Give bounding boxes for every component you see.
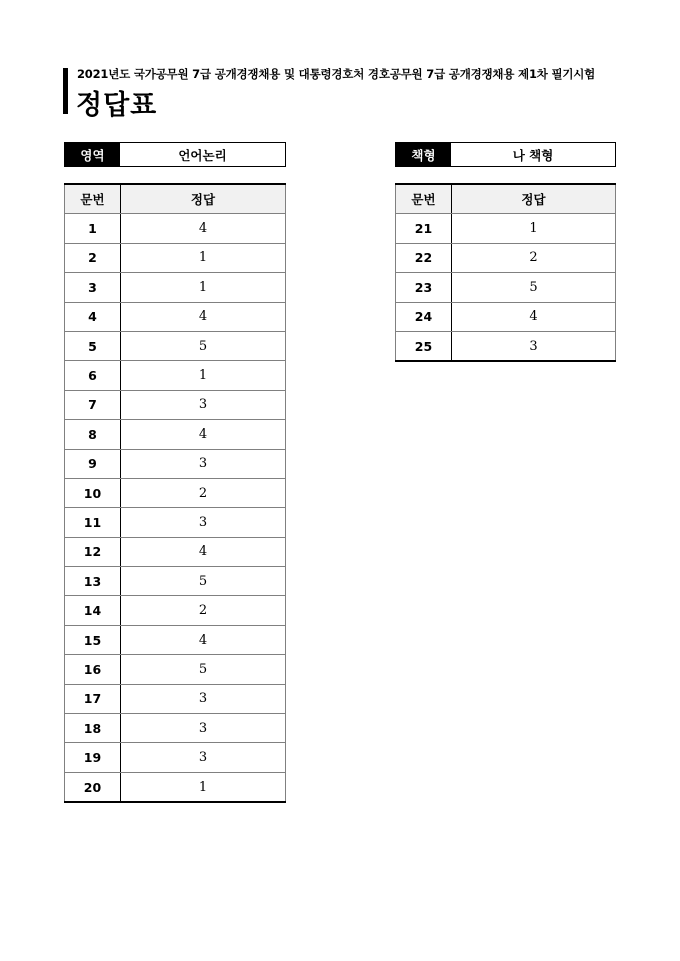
table-row [65,449,286,478]
table-row [65,625,286,654]
answer-value: 1 [121,273,286,302]
table-row [65,478,286,507]
table-row [65,214,286,243]
answer-value: 5 [452,273,616,302]
question-number: 4 [65,302,121,331]
subject-info-box [64,142,286,167]
number-header: 문번 [396,184,452,214]
table-row [65,390,286,419]
question-number: 5 [65,331,121,360]
question-number: 15 [65,625,121,654]
table-row [65,273,286,302]
answer-table-left [64,183,286,803]
booklet-info-box [395,142,616,167]
table-row [65,302,286,331]
answer-value: 4 [121,625,286,654]
question-number: 17 [65,684,121,713]
page-title: 정답표 [76,90,158,121]
table-row [65,508,286,537]
answer-header: 정답 [121,184,286,214]
question-number: 6 [65,361,121,390]
table-row [65,361,286,390]
table-row [65,684,286,713]
answer-value: 1 [121,361,286,390]
question-number: 18 [65,714,121,743]
answer-value: 2 [452,243,616,272]
table-row [65,420,286,449]
table-row [65,567,286,596]
answer-header: 정답 [452,184,616,214]
table-row [65,655,286,684]
question-number: 8 [65,420,121,449]
answer-value: 1 [452,214,616,243]
answer-value: 3 [121,390,286,419]
title-accent-bar [63,68,68,114]
question-number: 20 [65,772,121,802]
table-row [65,243,286,272]
subject-label: 영역 [65,143,120,166]
answer-value: 3 [121,714,286,743]
subject-value: 언어논리 [178,147,227,163]
table-row [396,214,616,243]
answer-value: 5 [121,655,286,684]
answer-value: 5 [121,331,286,360]
answer-value: 2 [121,478,286,507]
question-number: 19 [65,743,121,772]
table-row [396,273,616,302]
answer-value: 3 [121,449,286,478]
question-number: 10 [65,478,121,507]
question-number: 11 [65,508,121,537]
answer-value: 4 [121,302,286,331]
question-number: 1 [65,214,121,243]
question-number: 3 [65,273,121,302]
table-header-row [65,184,286,214]
question-number: 21 [396,214,452,243]
answer-value: 4 [452,302,616,331]
question-number: 22 [396,243,452,272]
table-row [65,331,286,360]
table-row [396,331,616,361]
table-header-row [396,184,616,214]
answer-value: 2 [121,596,286,625]
answer-value: 3 [121,508,286,537]
question-number: 16 [65,655,121,684]
question-number: 23 [396,273,452,302]
question-number: 9 [65,449,121,478]
table-row [396,243,616,272]
table-row [396,302,616,331]
number-header: 문번 [65,184,121,214]
table-row [65,537,286,566]
question-number: 7 [65,390,121,419]
table-row [65,743,286,772]
exam-subtitle: 2021년도 국가공무원 7급 공개경쟁채용 및 대통령경호처 경호공무원 7급 공개경쟁채용 제1차 필기시험 [77,67,596,81]
table-row [65,714,286,743]
table-row [65,596,286,625]
question-number: 14 [65,596,121,625]
answer-value: 3 [121,684,286,713]
answer-value: 4 [121,537,286,566]
answer-value: 3 [121,743,286,772]
answer-value: 4 [121,420,286,449]
question-number: 12 [65,537,121,566]
answer-value: 5 [121,567,286,596]
question-number: 24 [396,302,452,331]
answer-value: 4 [121,214,286,243]
answer-value: 1 [121,772,286,802]
booklet-label: 책형 [396,143,451,166]
answer-value: 1 [121,243,286,272]
answer-table-right [395,183,616,362]
question-number: 13 [65,567,121,596]
question-number: 2 [65,243,121,272]
answer-value: 3 [452,331,616,361]
table-row [65,772,286,802]
booklet-value: 나 책형 [512,147,554,163]
question-number: 25 [396,331,452,361]
